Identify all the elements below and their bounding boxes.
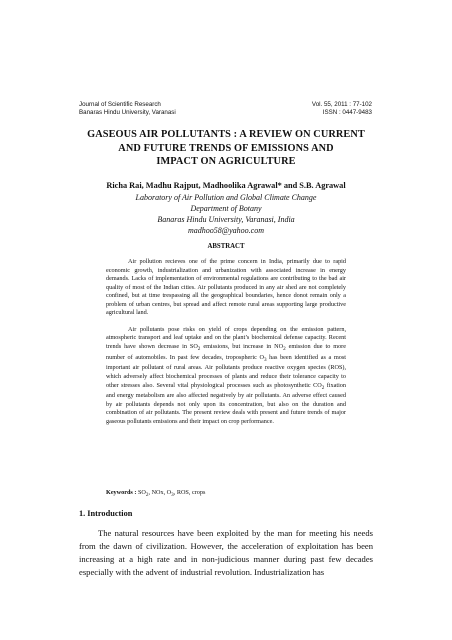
keywords-label: Keywords : <box>106 489 137 496</box>
abstract-paragraph: Air pollutants pose risks on yield of crops depending on the emission pattern, atmospheric transport and leaf uptake and on the plant’s biochemical defense capacity. Recent trends have shown decrease in $SO_2$ emissions, but increase in $NO_2$ emission due to more number of automobiles. In past few decades, tropospheric $O_3$ has been identified as a most important air pollutant of rural areas. Air pollutants produce reactive oxygen species (ROS), which adversely affect biochemical processes of plants and reduce their tolerance capacity to other stresses also. Several vital physiological processes such as photosynthetic $CO_2$ fixation and energy metabolism are also affected negatively by air pollutants. An adverse effect caused by air pollutants depends not only upon its concentration, but also on the duration and combination of air pollutants. The present review deals with present and future trends of major gaseous pollutants emissions and their impact on crop performance. <box>106 325 346 425</box>
title-line: GASEOUS AIR POLLUTANTS : A REVIEW ON CURRENT <box>87 129 365 140</box>
paper-title <box>70 128 382 169</box>
affiliation-line: Banaras Hindu University, Varanasi, India <box>157 215 295 224</box>
issn: ISSN : 0447-9483 <box>322 109 372 116</box>
keywords: Keywords : $SO_2$, NOx, $O_3$, ROS, crops <box>106 489 206 499</box>
affiliation-line: Laboratory of Air Pollution and Global Climate Change <box>135 193 317 202</box>
title-line: IMPACT ON AGRICULTURE <box>156 156 296 167</box>
abstract-heading: ABSTRACT <box>207 243 245 250</box>
author-email: madhoo58@yahoo.com <box>187 226 264 235</box>
body-text <box>79 527 373 579</box>
journal-name: Journal of Scientific Research <box>79 101 161 108</box>
abstract <box>106 258 346 435</box>
title-line: AND FUTURE TRENDS OF EMISSIONS AND <box>118 142 334 154</box>
affiliation-line: Department of Botany <box>190 204 262 213</box>
university-name: Banaras Hindu University, Varanasi <box>79 109 176 116</box>
journal-header <box>79 101 372 117</box>
body-paragraph: The natural resources have been exploited by the man for meeting his needs from the dawn of civilization. However, the acceleration of exploitation has been increasing at a high rate and in non-judicious manner during past few decades especially with the advent of industrial revolution. Industrialization has <box>79 528 373 577</box>
author-list: Richa Rai, Madhu Rajput, Madhoolika Agrawal* and S.B. Agrawal <box>106 181 346 190</box>
journal-volume: Vol. 55, 2011 : 77-102 <box>311 101 372 108</box>
affiliation <box>60 192 392 236</box>
section-heading: 1. Introduction <box>79 509 133 518</box>
abstract-paragraph: Air pollution recieves one of the prime concern in India, primarily due to rapid economic growth, industrialization and urbanization with associated increase in energy demands. Lacks of implementation of environmental regulations are contributing to the bad air quality of most of the Indian cities. Air pollutants produced in any air shed are not completely confined, but at time trespassing all the geographical boundaries, hence donot remain only a problem of urban centres, but spread and affect remote rural areas supporting large productive agricultural land. <box>106 258 346 317</box>
